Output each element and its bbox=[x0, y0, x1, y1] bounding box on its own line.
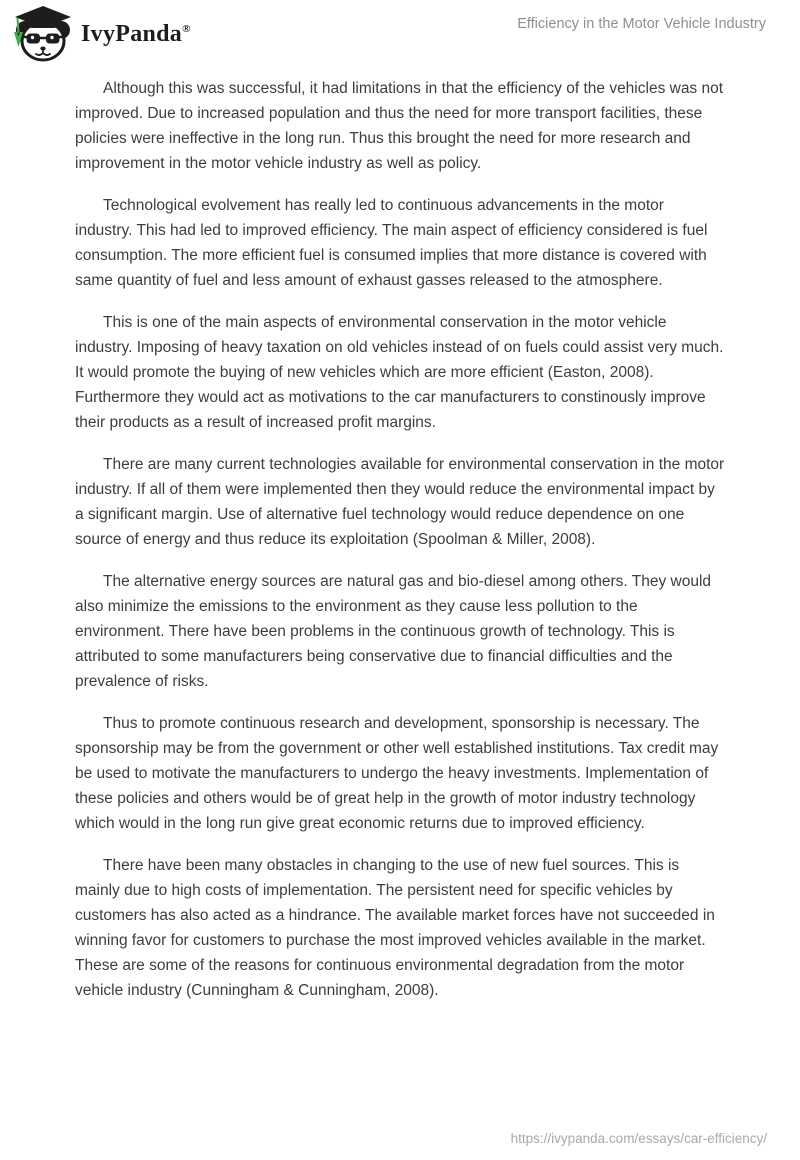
essay-body bbox=[0, 58, 800, 1003]
page-footer bbox=[511, 1130, 767, 1148]
ivypanda-logo[interactable] bbox=[14, 6, 191, 62]
essay-paragraph-5: The alternative energy sources are natural gas and bio-diesel among others. They would also minimize the emissions to the environment as they cause less pollution to the environment. There have been problems in the continuous growth of technology. This is attributed to some manufacturers being conservative due to financial difficulties and the prevalence of risks. bbox=[75, 573, 712, 690]
registered-trademark-symbol: ® bbox=[182, 23, 191, 35]
essay-paragraph-2: Technological evolvement has really led to continuous advancements in the motor industry. This had led to improved efficiency. The main aspect of efficiency considered is fuel consumption. The more efficient fuel is consumed implies that more distance is covered with same quantity of fuel and less amount of exhaust gasses released to the atmosphere. bbox=[75, 197, 708, 289]
page-header bbox=[0, 0, 800, 58]
essay-paragraph-4: There are many current technologies available for environmental conservation in the motor industry. If all of them were implemented then they would reduce the environmental impact by a significant margin. Use of alternative fuel technology would reduce dependence on one source of energy and thus reduce its exploitation (Spoolman & Miller, 2008). bbox=[75, 456, 725, 548]
essay-paragraph-7: There have been many obstacles in changing to the use of new fuel sources. This is mainly due to high costs of implementation. The persistent need for specific vehicles by customers has also acted as a hindrance. The available market forces have not succeeded in winning favor for customers to purchase the most improved vehicles available in the market. These are some of the reasons for continuous environmental degradation from the motor vehicle industry (Cunningham & Cunningham, 2008). bbox=[75, 857, 715, 999]
essay-paragraph-6: Thus to promote continuous research and development, sponsorship is necessary. The sponsorship may be from the government or other well established institutions. Tax credit may be used to motivate the manufacturers to undergo the heavy investments. Implementation of these policies and others would be of great help in the growth of motor industry technology which would in the long run give great economic returns due to improved efficiency. bbox=[75, 715, 719, 832]
essay-paragraph-1: Although this was successful, it had limitations in that the efficiency of the vehicles was not improved. Due to increased population and thus the need for more transport facilities, these policies were ineffective in the long run. Thus this brought the need for more research and improvement in the motor vehicle industry as well as policy. bbox=[75, 80, 724, 172]
source-url-link[interactable]: https://ivypanda.com/essays/car-efficiency/ bbox=[510, 1131, 767, 1146]
essay-paragraph-3: This is one of the main aspects of environmental conservation in the motor vehicle industry. Imposing of heavy taxation on old vehicles instead of on fuels could assist very much. It would promote the buying of new vehicles which are more efficient (Easton, 2008). Furthermore they would act as motivations to the car manufacturers to constinously improve their products as a result of increased profit margins. bbox=[75, 314, 724, 431]
logo-text bbox=[81, 6, 191, 62]
ivypanda-panda-graduate-icon bbox=[14, 6, 72, 62]
document-title: Efficiency in the Motor Vehicle Industry bbox=[517, 16, 766, 32]
logo-wordmark: IvyPanda bbox=[81, 21, 183, 47]
